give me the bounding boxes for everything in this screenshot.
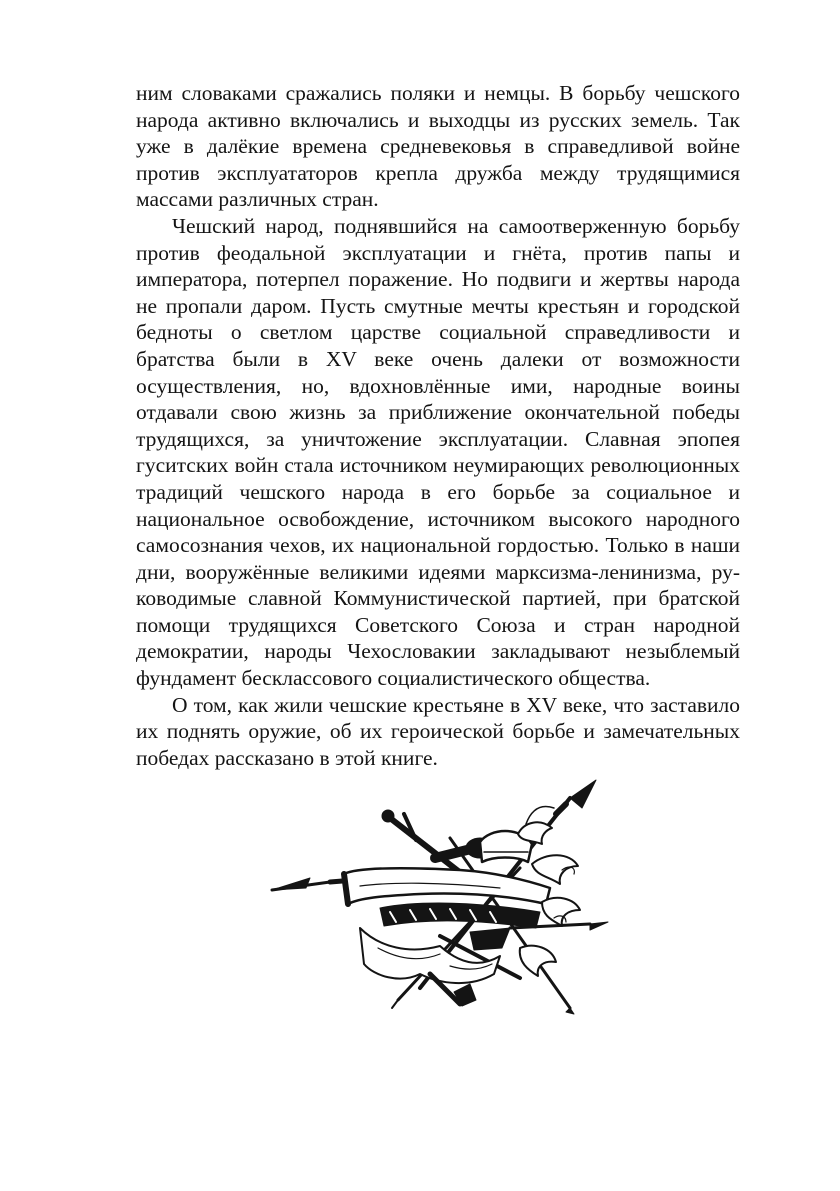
paragraph-3: О том, как жили чешские крестьяне в XV веке, что заставило их поднять оружие, об их героической борьбе и замечательных победах рассказано в этой книге. bbox=[136, 692, 740, 770]
body-text bbox=[136, 80, 740, 771]
crossed-weapons-vignette-icon bbox=[270, 778, 610, 1018]
paragraph-2: Чешский народ, поднявшийся на самоотверженную борьбу против феодальной эксплуатации и гнёта, против папы и императора, потерпел поражение. Но подвиги и жертвы народа не пропали даром. Пусть смутные мечты крестьян и городской бедноты о светлом царстве социальной справедливости и братства были в XV веке очень далеки от возможности осуществления, но, вдохновлённые ими, народные воины отдавали свою жизнь за приближение окончательной победы трудящихся, за уничтожение эксплуатации. Славная эпопея гуситских войн стала источником неумирающих революционных традиций чешского народа в его борьбе за социальное и национальное освобождение, источником высокого народного самосознания чехов, их национальной гордостью. Только в наши дни, вооружённые великими идеями марксизма-ленинизма, руководимые славной Коммунистической партией, при братской помощи трудящихся Советского Союза и стран народной демократии, народы Чехословакии закладывают незыблемый фундамент бесклассового социалистического общества. bbox=[136, 213, 740, 691]
paragraph-1: ним словаками сражались поляки и немцы. В борьбу чешского народа активно включались и выходцы из русских земель. Так уже в далёкие времена средневековья в справедливой войне против эксплуататоров крепла дружба между трудящимися массами различных стран. bbox=[136, 81, 740, 212]
